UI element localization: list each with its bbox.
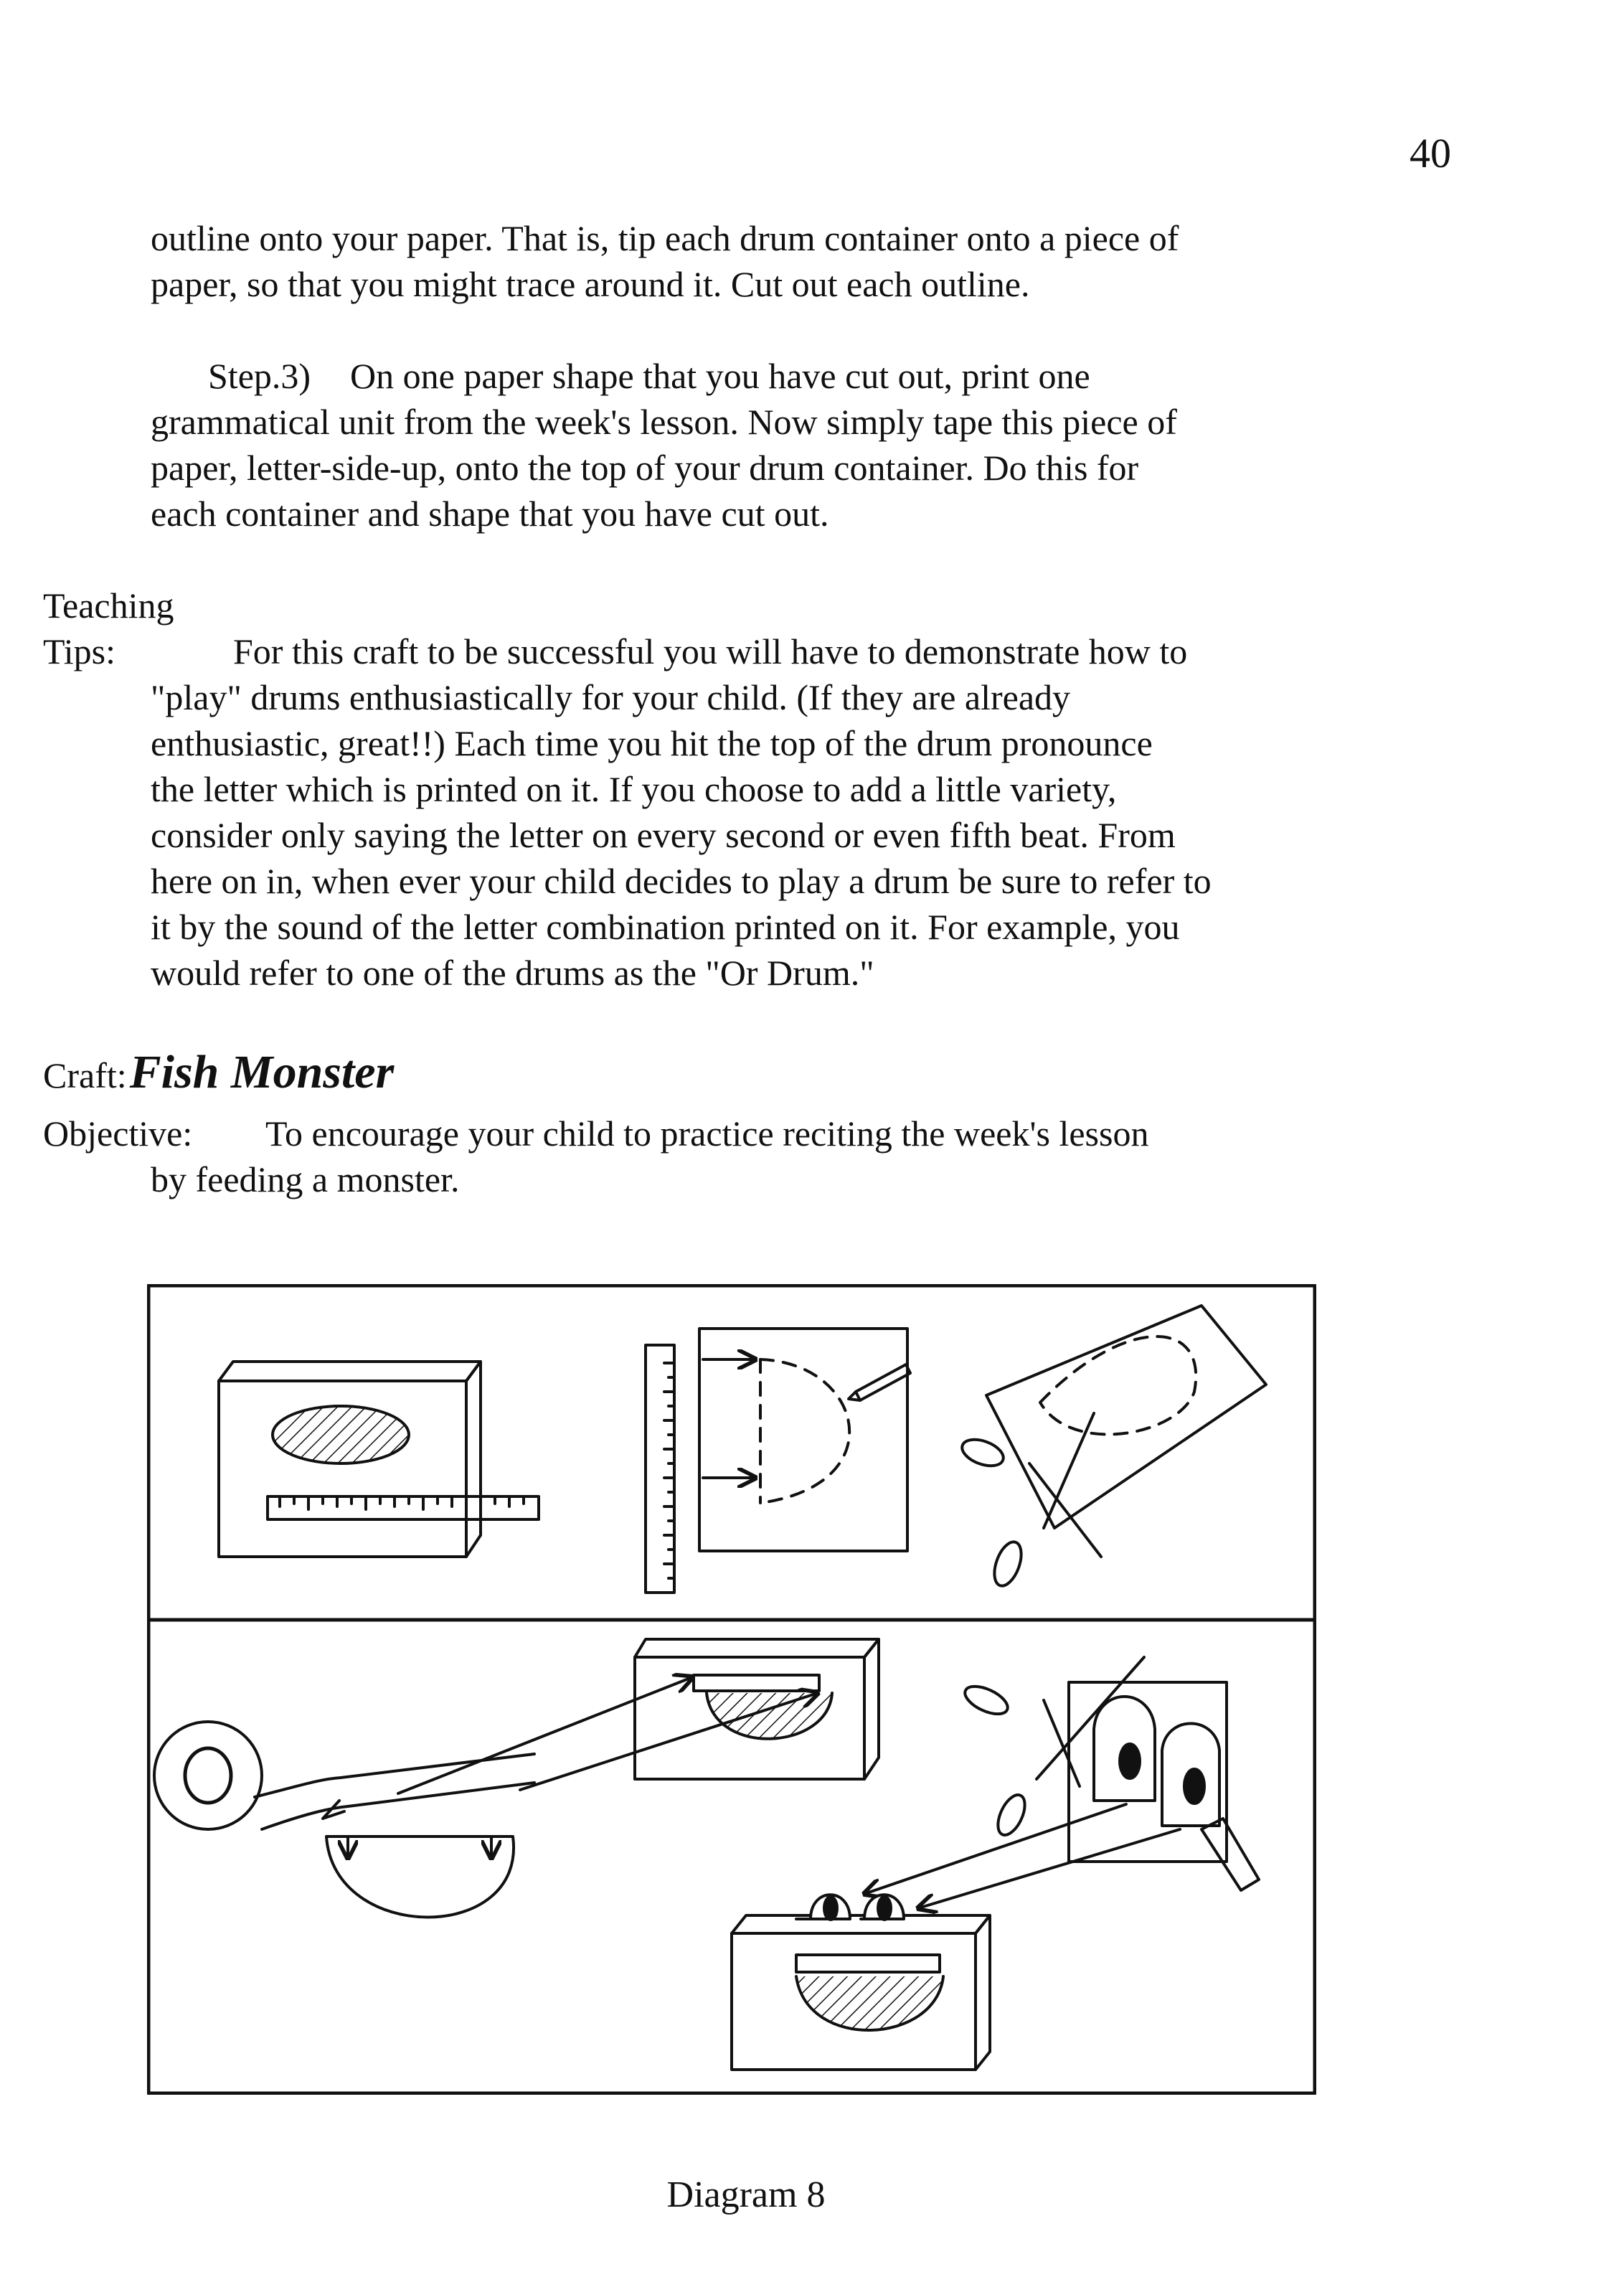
craft-heading <box>43 1046 395 1098</box>
half-circle-shape-illustration <box>326 1836 514 1918</box>
text-line: enthusiastic, great!!) Each time you hit the top of the drum pronounce <box>151 723 1153 763</box>
fish-monster-illustration <box>732 1895 990 2070</box>
text-line: it by the sound of the letter combination printed on it. For example, you <box>151 907 1180 947</box>
paragraph-teaching-tips <box>151 628 1212 996</box>
box-tracing-illustration <box>219 1362 539 1557</box>
text-line: here on in, when ever your child decides to play a drum be sure to refer to <box>151 861 1212 901</box>
text-line: outline onto your paper. That is, tip each drum container onto a piece of <box>151 218 1179 258</box>
text-line: would refer to one of the drums as the "Or Drum." <box>151 953 874 993</box>
text-line: the letter which is printed on it. If you choose to add a little variety, <box>151 769 1117 809</box>
tape-roll-illustration <box>154 1722 534 1829</box>
craft-name: Fish Monster <box>129 1046 395 1098</box>
text-line: To encourage your child to practice reciting the week's lesson <box>265 1113 1149 1154</box>
paragraph-outline <box>151 215 1179 307</box>
text-line: On one paper shape that you have cut out, print one <box>350 356 1090 396</box>
text-line: by feeding a monster. <box>151 1159 460 1199</box>
text-line: For this craft to be successful you will have to demonstrate how to <box>233 631 1188 671</box>
box-with-mouth-illustration <box>398 1639 879 1793</box>
paragraph-step3 <box>151 353 1177 537</box>
text-line: consider only saying the letter on every second or even fifth beat. From <box>151 815 1176 855</box>
text-line: paper, so that you might trace around it. Cut out each outline. <box>151 264 1030 304</box>
text-line: "play" drums enthusiastically for your child. (If they are already <box>151 677 1071 717</box>
text-line: grammatical unit from the week's lesson. Now simply tape this piece of <box>151 402 1177 442</box>
step3-label: Step.3) <box>208 356 311 396</box>
teaching-label-line2: Tips: <box>43 631 116 671</box>
half-circle-template-illustration <box>646 1329 910 1593</box>
cutting-paper-illustration <box>958 1306 1266 1590</box>
page-number: 40 <box>1410 130 1451 176</box>
objective-label: Objective: <box>43 1113 193 1154</box>
teaching-label-line1: Teaching <box>43 585 174 626</box>
craft-label: Craft: <box>43 1055 127 1095</box>
step3-first-line <box>151 353 1177 399</box>
diagram-8 <box>147 1284 1316 2095</box>
diagram-caption: Diagram 8 <box>666 2174 826 2215</box>
text-line: paper, letter-side-up, onto the top of your drum container. Do this for <box>151 448 1139 488</box>
paragraph-objective <box>151 1111 1148 1202</box>
text-line: each container and shape that you have cut out. <box>151 494 829 534</box>
eyes-cutting-illustration <box>864 1657 1259 1908</box>
